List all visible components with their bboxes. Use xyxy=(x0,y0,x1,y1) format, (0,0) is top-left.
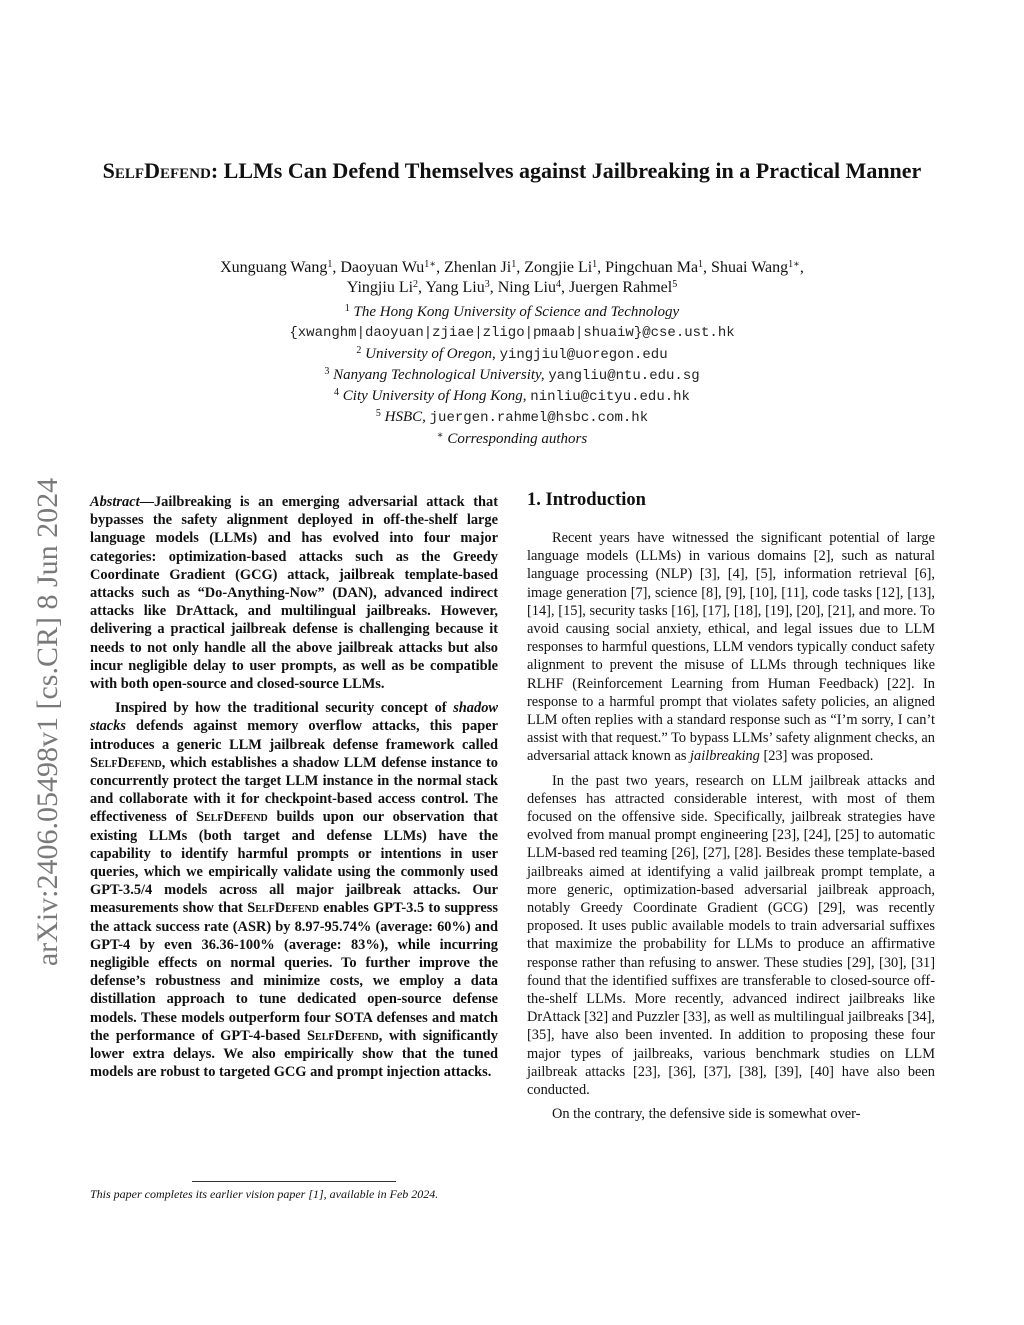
affiliation: $^1$ The Hong Kong University of Science and Technology xyxy=(344,303,680,320)
affiliation: $^4$ City University of Hong Kong, ninliu@cityu.edu.hk xyxy=(334,387,690,406)
body-paragraph: On the contrary, the defensive side is somewhat over- xyxy=(552,1106,861,1123)
author: Shuai Wang$^{1∗}$ xyxy=(711,259,800,276)
author-list: Xunguang Wang$^1$, Daoyuan $Wu^{1∗}$, Zhenlan Ji$^1$, Zongjie Li$^1$, Pingchuan Ma$^1$, Shuai Wang$^{1∗}$, Yingjiu Li$^2$, Yang Liu$^3$, Ning Liu$^4$, Juergen Rahmel$^5$ xyxy=(220,259,804,296)
affiliation-emails: {xwanghm|daoyuan|zjiae|zligo|pmaab|shuaiw}@cse.ust.hk xyxy=(289,325,735,342)
footnote: This paper completes its earlier vision paper [1], available in Feb 2024. xyxy=(90,1187,439,1201)
author: Ning Liu$^4$ xyxy=(497,279,561,296)
affiliation: $^5$ HSBC, juergen.rahmel@hsbc.com.hk xyxy=(375,408,649,427)
body-paragraph: In the past two years, research on LLM jailbreak attacks and defenses has attracted considerable interest, with most of them focused on the offensive side. Specifically, jailbreak strategies have evolved from manual prompt engineering [23], [24], [25] to automatic LLM-based red teaming [26], [27], [28]. Besides these template-based jailbreaks aimed at identifying a valid jailbreak prompt template, a more generic, optimization-based adversarial jailbreak approach, notably Greedy Coordinate Gradient (GCG) [29], was recently proposed. It uses public available models to train adversarial suffixes that maximize the probability for LLMs to produce an affirmative response rather than refusing to answer. These studies [29], [30], [31] found that the identified suffixes are transferable to closed-source off-the-shelf LLMs. More recently, advanced indirect jailbreaks like DrAttack [32] and Puzzler [33], as well as multilingual jailbreaks [34], [35], have also been invented. In addition to proposing these four major types of jailbreaks, various benchmark studies on LLM jailbreak attacks [23], [36], [37], [38], [39], [40] have also been conducted. xyxy=(527,772,935,1099)
footnote-divider xyxy=(192,1181,396,1182)
introduction-body xyxy=(527,529,935,1124)
affiliation: $^2$ University of Oregon, yingjiul@uoregon.edu xyxy=(356,344,668,363)
affiliation: $^3$ Nanyang Technological University, yangliu@ntu.edu.sg xyxy=(324,365,700,384)
title-system-name: SelfDefend xyxy=(102,158,211,183)
corresponding-note: ∗ Corresponding authors xyxy=(436,429,588,447)
section-heading: 1. Introduction xyxy=(527,490,646,510)
title-text: : LLMs Can Defend Themselves against Jailbreaking in a Practical Manner xyxy=(210,158,922,183)
author: Yang Liu$^3$ xyxy=(425,279,490,296)
abstract-paragraph: Abstract—Jailbreaking is an emerging adversarial attack that bypasses the safety alignment deployed in off-the-shelf large language models (LLMs) and has evolved into four major categories: optimization-based attacks such as the Greedy Coordinate Gradient (GCG) attack, jailbreak template-based attacks such as “Do-Anything-Now” (DAN), advanced indirect attacks like DrAttack, and multilingual jailbreaks. However, delivering a practical jailbreak defense is challenging because it needs to not only handle all the above jailbreak attacks but also incur negligible delay to user prompts, as well as be compatible with both open-source and closed-source LLMs. xyxy=(90,494,498,693)
paper-title xyxy=(90,156,934,185)
body-paragraph: Recent years have witnessed the significant potential of large language models (LLMs) in various domains [2], such as natural language processing (NLP) [3], [4], [5], information retrieval [6], image generation [7], science [8], [9], [10], [11], code tasks [12], [13], [14], [15], security tasks [16], [17], [18], [19], [20], [21], and more. To avoid causing social anxiety, ethical, and legal issues due to LLM responses to harmful questions, LLM vendors typically conduct safety alignment to prevent the misuse of LLMs through techniques like RLHF (Reinforcement Learning from Human Feedback) [22]. In response to a harmful prompt that violates safety policies, an aligned LLM often replies with a standard response such as “I’m sorry, I can’t assist with that request.” To bypass LLMs’ safety alignment checks, an adversarial attack known as jailbreaking [23] was proposed. xyxy=(527,530,935,765)
abstract-paragraph: Inspired by how the traditional security concept of shadow stacks defends against memory overflow attacks, this paper introduces a generic LLM jailbreak defense framework called SelfDefend, which establishes a shadow LLM defense instance to concurrently protect the target LLM instance in the normal stack and collaborate with it for checkpoint-based access control. The effectiveness of SelfDefend builds upon our observation that existing LLMs (both target and defense LLMs) have the capability to identify harmful prompts or intentions in user queries, which we empirically validate using the commonly used GPT-3.5/4 models across all major jailbreak attacks. Our measurements show that SelfDefend enables GPT-3.5 to suppress the attack success rate (ASR) by 8.97-95.74% (average: 60%) and GPT-4 by even 36.36-100% (average: 83%), while incurring negligible effects on normal queries. To further improve the defense’s robustness and minimize costs, we employ a data distillation approach to tune dedicated open-source defense models. These models outperform four SOTA defenses and match the performance of GPT-4-based SelfDefend, with significantly lower extra delays. We also empirically show that the tuned models are robust to targeted GCG and prompt injection attacks. xyxy=(90,700,499,1081)
author: Zongjie Li$^1$ xyxy=(524,259,598,276)
abstract-label: Abstract xyxy=(90,494,140,510)
author: Pingchuan Ma$^1$ xyxy=(605,259,704,276)
abstract xyxy=(90,493,498,1082)
arxiv-identifier: arXiv:2406.05498v1 [cs.CR] 8 Jun 2024 xyxy=(31,477,64,967)
author: Yingjiu Li$^2$ xyxy=(346,279,419,296)
author: Xunguang Wang$^1$ xyxy=(220,259,333,276)
author: Daoyuan $Wu^{1∗}$ xyxy=(340,259,437,276)
affiliation-list xyxy=(90,302,934,449)
author: Zhenlan Ji$^1$ xyxy=(444,259,517,276)
author: Juergen Rahmel$^5$ xyxy=(568,279,678,296)
